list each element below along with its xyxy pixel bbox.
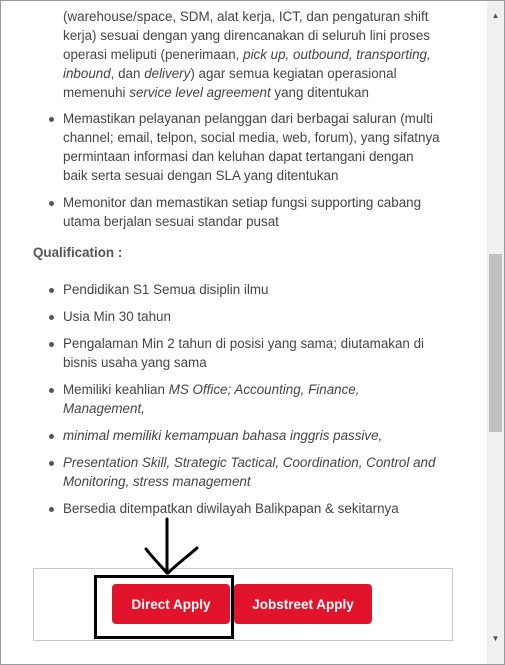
- list-item: Memiliki keahlian MS Office; Accounting, Finance, Management,: [63, 380, 458, 418]
- list-item: Pendidikan S1 Semua disiplin ilmu: [63, 280, 458, 299]
- list-item: (warehouse/space, SDM, alat kerja, ICT, dan pengaturan shift kerja) sesuai dengan yang direncanakan di seluruh lini proses operasi meliputi (penerimaan, pick up, outbound, transporting, inbound, dan delivery) agar semua kegiatan operasional memenuhi service level agreement yang ditentukan: [63, 9, 431, 100]
- list-item: Memonitor dan memastikan setiap fungsi supporting cabang utama berjalan sesuai standar pusat: [63, 193, 458, 231]
- scrollbar-thumb[interactable]: [489, 254, 502, 432]
- list-item: Usia Min 30 tahun: [63, 307, 458, 326]
- list-item: Pengalaman Min 2 tahun di posisi yang sama; diutamakan di bisnis usaha yang sama: [63, 334, 458, 372]
- jobstreet-apply-button[interactable]: Jobstreet Apply: [234, 584, 372, 624]
- apply-buttons-panel: [33, 568, 453, 641]
- list-item: Bersedia ditempatkan diwilayah Balikpapan & sekitarnya: [63, 499, 458, 518]
- list-item: Memastikan pelayanan pelanggan dari berbagai saluran (multi channel; email, telpon, social media, web, forum), yang sifatnya permintaan informasi dan keluhan dapat tertangani dengan baik serta sesuai dengan SLA yang ditentukan: [63, 109, 458, 185]
- qualification-heading: Qualification :: [33, 245, 123, 260]
- scroll-up-icon[interactable]: ▲: [491, 11, 500, 20]
- list-item: Presentation Skill, Strategic Tactical, Coordination, Control and Monitoring, stress management: [63, 453, 458, 491]
- job-description-content: [1, 1, 475, 664]
- vertical-scrollbar[interactable]: [487, 1, 504, 664]
- list-item: minimal memiliki kemampuan bahasa inggris passive,: [63, 426, 458, 445]
- scroll-down-icon[interactable]: ▼: [491, 634, 500, 643]
- direct-apply-button[interactable]: Direct Apply: [112, 584, 230, 624]
